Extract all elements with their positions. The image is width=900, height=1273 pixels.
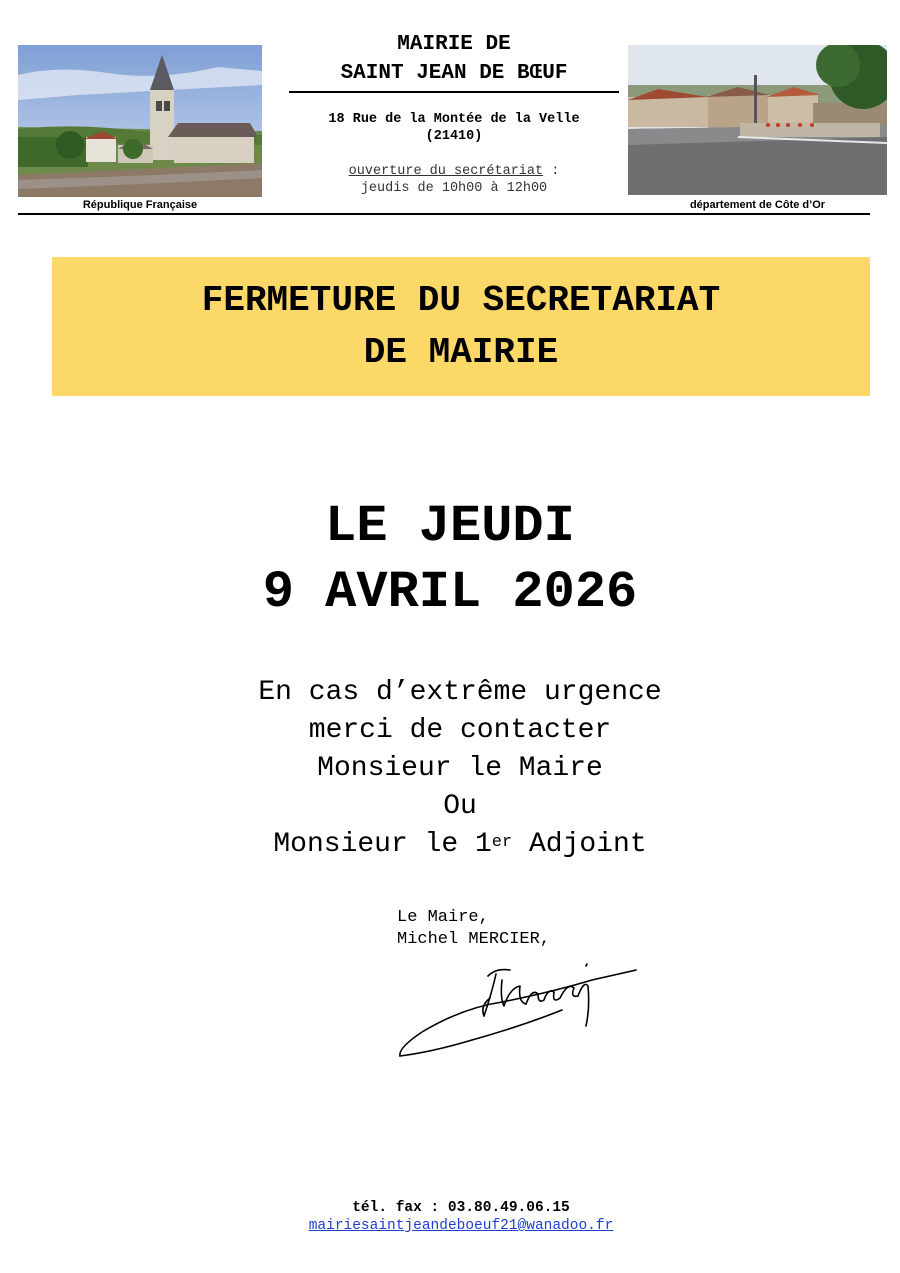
opening-label-suffix: : xyxy=(543,164,560,179)
opening-hours: jeudis de 10h00 à 12h00 xyxy=(360,181,548,196)
address: 18 Rue de la Montée de la Velle xyxy=(328,112,580,127)
departement-caption: département de Côte d’Or xyxy=(689,199,826,211)
signatory-name: Michel MERCIER, xyxy=(397,930,551,949)
message-line4: Ou xyxy=(443,791,477,822)
town-hall-title-line1: MAIRIE DE xyxy=(397,33,511,56)
opening-label xyxy=(289,163,619,180)
tel-fax: tél. fax : 03.80.49.06.15 xyxy=(352,1200,570,1216)
message-line5-suffix: Adjoint xyxy=(512,829,647,860)
church-village-photo xyxy=(18,45,262,197)
street-photo-illustration xyxy=(628,45,887,195)
handwritten-signature xyxy=(392,958,642,1064)
closure-banner xyxy=(52,257,870,396)
banner-title-line2: DE MAIRIE xyxy=(363,332,559,373)
postcode: (21410) xyxy=(425,129,483,144)
message-line5 xyxy=(0,826,900,864)
church-photo-illustration xyxy=(18,45,262,197)
message-line1: En cas d’extrême urgence xyxy=(258,677,662,708)
email-link[interactable]: mairiesaintjeandeboeuf21@wanadoo.fr xyxy=(308,1218,614,1234)
banner-title-line1: FERMETURE DU SECRETARIAT xyxy=(201,280,721,321)
message-line3: Monsieur le Maire xyxy=(317,753,603,784)
village-street-photo xyxy=(628,45,887,195)
republique-caption: République Française xyxy=(82,199,198,211)
message-line5-superscript: er xyxy=(491,833,513,852)
closure-day: LE JEUDI xyxy=(325,497,575,556)
opening-label-text: ouverture du secrétariat xyxy=(348,164,544,179)
message-line5-prefix: Monsieur le 1 xyxy=(273,829,492,860)
title-divider xyxy=(289,91,619,93)
town-hall-title-line2: SAINT JEAN DE BŒUF xyxy=(340,62,568,85)
signatory-role: Le Maire, xyxy=(397,908,489,927)
closure-date: 9 AVRIL 2026 xyxy=(262,563,638,622)
header-divider xyxy=(18,213,870,215)
message-line2: merci de contacter xyxy=(308,715,612,746)
